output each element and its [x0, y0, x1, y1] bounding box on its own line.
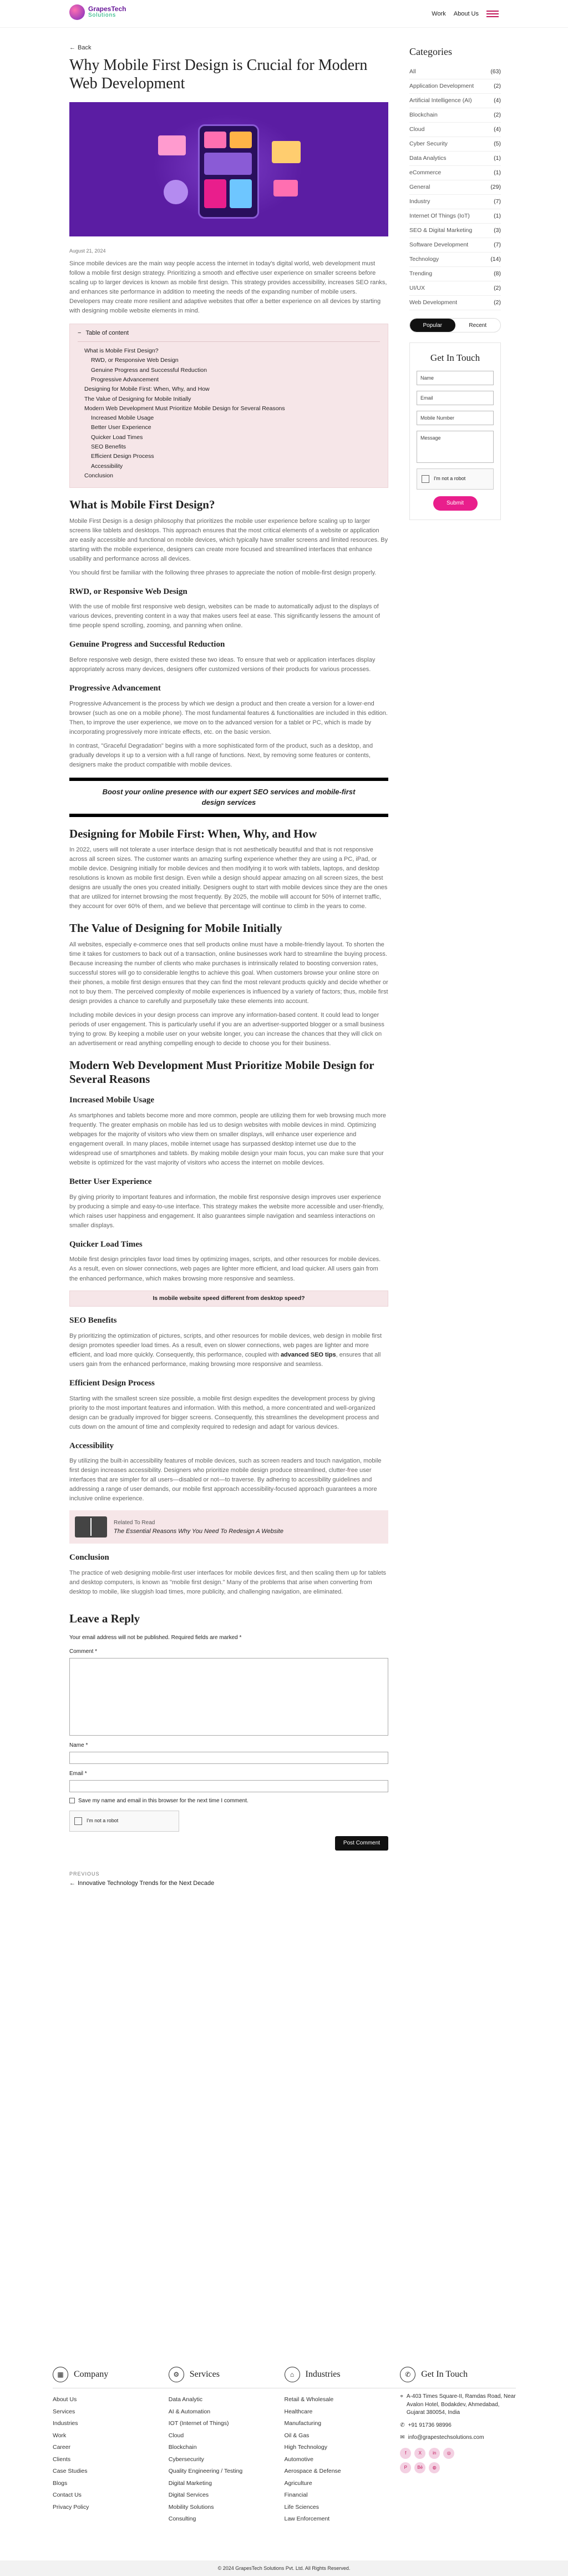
checkbox-icon — [69, 1798, 75, 1803]
post-tabs — [409, 318, 501, 332]
category-name: UI/UX — [409, 284, 425, 291]
category-item[interactable] — [409, 267, 501, 281]
footer-link[interactable]: Digital Services — [168, 2492, 209, 2499]
previous-label: PREVIOUS — [69, 1871, 100, 1877]
category-item[interactable] — [409, 281, 501, 296]
toc-item[interactable]: Quicker Load Times — [91, 433, 143, 441]
footer-link[interactable]: Cloud — [168, 2432, 184, 2439]
name-field[interactable]: Name — [417, 371, 494, 385]
toc-item[interactable]: Better User Experience — [91, 424, 151, 431]
message-field[interactable]: Message — [417, 431, 494, 463]
email[interactable]: ✉ info@grapestechsolutions.com — [400, 2434, 516, 2442]
subheading: Efficient Design Process — [69, 1379, 155, 1388]
category-list — [409, 65, 501, 310]
category-item[interactable] — [409, 79, 501, 94]
category-name: Cloud — [409, 125, 425, 133]
nav-about[interactable]: About Us — [453, 11, 479, 17]
tab-recent[interactable]: Recent — [469, 322, 487, 329]
footer-link[interactable]: Manufacturing — [284, 2420, 322, 2427]
subheading: Accessibility — [69, 1441, 114, 1450]
category-item[interactable] — [409, 209, 501, 224]
site-footer — [0, 2353, 568, 2576]
paragraph: By giving priority to important features and information, the mobile first responsive design improves user experience by producing a simple and easy-to-use interface. This strategy makes the website more accessible and user-friendly, which raises user happiness and engagement. It also guarantees simple navigation and seamless interactions on smaller displays. — [69, 1193, 384, 1229]
email-field[interactable]: Email — [417, 391, 494, 405]
footer-link[interactable]: Privacy Policy — [53, 2503, 89, 2511]
mail-icon: ✉ — [400, 2434, 405, 2441]
brand-sub: Solutions — [88, 12, 116, 19]
paragraph: In 2022, users will not tolerate a user interface design that is not aesthetically beautiful and that is not responsive across all screen sizes. The customer wants an amazing surfing experience whether they are using a PC, iPad, or mobile device. Designing initially for mobile devices and then modifying it to work with tablets, laptops, and desktop resolutions is known as mobile first design. Even while a design should appear amazing on all screen sizes, the best designs are usually the ones you created initially. Designers ought to start with mobile devices since they are the ones that are utilized for internet browsing the most frequently. By 2025, the mobile will account for 50% of internet traffic, they account for over 60% of them, and we believe that percentage will continue to climb in the years to come. — [69, 846, 388, 910]
toc-item[interactable]: Increased Mobile Usage — [91, 415, 154, 422]
footer-link[interactable]: Career — [53, 2444, 71, 2451]
category-item[interactable] — [409, 238, 501, 253]
footer-link[interactable]: Data Analytic — [168, 2396, 203, 2403]
paragraph: Mobile First Design is a design philosophy that prioritizes the mobile user experience before scaling up to larger screens like tablets and desktops. This approach ensures that the most critical elements of a website or application are easily accessible and functional on mobile devices, which typically have smaller screens and limited resources. By starting with the mobile experience, designers can create more focused and streamlined interfaces that enhance usability and performance across all devices. — [69, 517, 388, 562]
paragraph: With the use of mobile first responsive web design, websites can be made to automatically adjust to the displays of various devices, preventing content in a way that makes users feel at ease. This significantly lessens the amount of time people spend scrolling, zooming, and panning when online. — [69, 603, 380, 629]
footer-link[interactable]: Healthcare — [284, 2408, 313, 2415]
footer-link[interactable]: Contact Us — [53, 2492, 82, 2499]
category-name: Cyber Security — [409, 140, 448, 147]
captcha-checkbox-icon — [422, 475, 429, 483]
paragraph: Before responsive web design, there existed these two ideas. To ensure that web or application interfaces display appropriately across many devices, designers offer customized versions of their products for various processes. — [69, 656, 376, 673]
category-name: General — [409, 183, 430, 190]
footer-link[interactable]: Blogs — [53, 2479, 68, 2487]
related-post-card[interactable] — [69, 1510, 388, 1544]
category-count: (63) — [490, 68, 501, 75]
social-links — [400, 2448, 461, 2473]
phone[interactable]: ✆ +91 91736 98996 — [400, 2422, 516, 2430]
footer-link[interactable]: AI & Automation — [168, 2408, 211, 2415]
paragraph: Progressive Advancement is the process by which we design a product and then create a version for a lower-end browser (such as one on a mobile phone). The most fundamental features & functionalities are included in this edition. Then, to improve the user experience, we move on to the advanced version for a tablet or PC, which is made by incorporating progressively more intricate effects, etc. on the basic version. — [69, 700, 388, 735]
footer-link[interactable]: Law Enforcement — [284, 2515, 330, 2523]
brand-logo[interactable] — [69, 4, 126, 20]
hero-image — [69, 102, 388, 236]
footer-link[interactable]: Work — [53, 2432, 67, 2439]
back-link[interactable]: ← Back — [69, 43, 388, 53]
recaptcha[interactable]: I'm not a robot — [69, 1811, 179, 1832]
category-count: (8) — [494, 270, 501, 277]
behance-icon[interactable]: Bē — [414, 2462, 425, 2473]
previous-post-link[interactable]: ← Innovative Technology Trends for the Next Decade — [69, 1879, 388, 1888]
category-count: (7) — [494, 241, 501, 248]
paragraph: In contrast, "Graceful Degradation" begins with a more sophisticated form of the product, such as a desktop, and gradually develops it up to a version with a full range of functions. Next, by removing some features or contents, designers make the product compatible with mobile devices. — [69, 742, 373, 768]
subheading: Quicker Load Times — [69, 1239, 143, 1249]
paragraph: As smartphones and tablets become more and more common, people are utilizing them for web browsing much more frequently. The greater emphasis on mobile has led us to design websites with mobile devices in mind. Optimizing webpages for the majority of visitors who view them on smaller displays, will enhance user experience and engagement overall. In many places, mobile internet usage has surpassed desktop internet use due to the widespread use of smartphones and tablets. By making mobile design your main focus, you can make sure that your website is optimized for the vast majority of visitors who access the internet on mobile devices. — [69, 1112, 387, 1167]
category-count: (1) — [494, 212, 501, 219]
paragraph: Starting with the smallest screen size possible, a mobile first design expedites the development process by giving priority to the most important features and information. With this method, a more concentrated and well-organized design can be gradually improved for bigger screens. Consequently, this streamlines the development process and cuts down on the amount of time and complexity required to redesign and adapt for various devices. — [69, 1395, 379, 1430]
footer-link[interactable]: IOT (Internet of Things) — [168, 2420, 229, 2427]
related-label: Related To Read — [114, 1519, 155, 1526]
post-date: August 21, 2024 — [69, 248, 106, 254]
category-name: Application Development — [409, 82, 474, 89]
category-item[interactable] — [409, 296, 501, 310]
paragraph: All websites, especially e-commerce ones that sell products online must have a mobile-friendly layout. To shorten the time it takes for customers to back out of a transaction, online businesses work hard to streamline the buying process. Because increasing the number of clients who make purchases is intrinsically related to boosting conversion rates, successful stores will go to considerable lengths to achieve this goal. When customers browse your online store on their phones, a mobile first design ensures that they can find the most relevant products quickly and decide whether or not to buy them. The perceived complexity of mobile experiences is influenced by a variety of factors; thus, mobile first design provides a chance to carefully and purposefully take these elements into account. — [69, 941, 388, 1005]
save-info-checkbox[interactable]: Save my name and email in this browser for the next time I comment. — [69, 1797, 388, 1805]
reply-note: Your email address will not be published. Required fields are marked * — [69, 1634, 242, 1641]
footer-link[interactable]: Cybersecurity — [168, 2456, 204, 2463]
phone-icon: ✆ — [400, 2422, 405, 2428]
nav-work[interactable]: Work — [432, 11, 446, 17]
dribbble-icon[interactable]: ◍ — [429, 2462, 440, 2473]
minus-icon: − — [78, 330, 82, 337]
name-label: Name * — [69, 1742, 88, 1748]
facebook-icon[interactable]: f — [400, 2448, 411, 2459]
toc-item[interactable]: SEO Benefits — [91, 443, 126, 451]
seo-tips-link[interactable]: advanced SEO tips — [280, 1351, 336, 1358]
category-name: Artificial Intelligence (AI) — [409, 97, 472, 104]
phone-icon: ✆ — [400, 2367, 415, 2382]
toc-item[interactable]: Conclusion — [84, 472, 113, 480]
category-name: Web Development — [409, 299, 458, 306]
footer-services: ⚙ Services Data Analytic AI & Automation IOT (Internet of Things) Cloud Blockchain Cybersecurity Quality Engineering / Testing Digital Marketing Digital Services Mobility Solutions Consulting — [169, 2367, 285, 2525]
tab-popular[interactable]: Popular — [410, 319, 455, 332]
toc-item[interactable]: Accessibility — [91, 462, 123, 470]
category-name: All — [409, 68, 416, 75]
instagram-icon[interactable]: ◎ — [443, 2448, 454, 2459]
comment-label: Comment * — [69, 1648, 98, 1655]
category-item[interactable] — [409, 180, 501, 195]
footer-link[interactable]: Automotive — [284, 2456, 314, 2463]
section-heading: The Value of Designing for Mobile Initially — [69, 921, 282, 935]
footer-link[interactable]: Blockchain — [168, 2444, 197, 2451]
intro-paragraph: Since mobile devices are the main way people access the internet in today's digital world, web development must follow a mobile first design strategy. Prioritizing a smooth and effective user experience on smaller screens before scaling up to larger devices is known as mobile first design. This strategy provides accessibility, increases SEO ranks, and enhances site performance in addition to meeting the needs of the expanding number of mobile users. Developers may create more resilient and adaptive websites that offer a better experience on all devices by starting with designing mobile website elements in mind. — [69, 260, 387, 315]
building-icon: ▦ — [53, 2367, 68, 2382]
comment-textarea[interactable] — [69, 1658, 388, 1736]
mobile-field[interactable]: Mobile Number — [417, 411, 494, 425]
section-heading: Modern Web Development Must Prioritize Mobile Design for Several Reasons — [69, 1058, 374, 1086]
subheading: Better User Experience — [69, 1177, 152, 1187]
categories-title: Categories — [409, 46, 452, 57]
menu-icon[interactable] — [486, 11, 499, 17]
book-icon — [75, 1516, 107, 1537]
arrow-left-icon: ← — [69, 1880, 75, 1887]
x-icon[interactable]: X — [414, 2448, 425, 2459]
footer-link[interactable]: Services — [53, 2408, 75, 2415]
category-item[interactable] — [409, 253, 501, 267]
footer-link[interactable]: High Technology — [284, 2444, 327, 2451]
footer-link[interactable]: Oil & Gas — [284, 2432, 310, 2439]
footer-link[interactable]: Agriculture — [284, 2479, 312, 2487]
toc-item[interactable]: Efficient Design Process — [91, 453, 154, 460]
pinterest-icon[interactable]: P — [400, 2462, 411, 2473]
category-name: SEO & Digital Marketing — [409, 226, 473, 234]
section-heading: Designing for Mobile First: When, Why, and How — [69, 826, 317, 840]
footer-link[interactable]: Financial — [284, 2492, 308, 2499]
footer-link[interactable]: Consulting — [168, 2515, 196, 2523]
category-name: Internet Of Things (IoT) — [409, 212, 470, 219]
subheading: SEO Benefits — [69, 1316, 117, 1325]
category-item[interactable] — [409, 137, 501, 152]
table-of-contents — [69, 324, 388, 488]
category-count: (4) — [494, 125, 501, 133]
category-count: (2) — [494, 299, 501, 306]
category-item[interactable] — [409, 195, 501, 209]
footer-link[interactable]: Industries — [53, 2420, 78, 2427]
phone-illustration-icon — [198, 124, 259, 219]
footer-link[interactable]: Life Sciences — [284, 2503, 319, 2511]
paragraph: By utilizing the built-in accessibility features of mobile devices, such as screen readers and touch navigation, mobile first design increases accessibility. Designers who prioritize mobile design produce streamlined, clutter-free user interfaces that are simpler for all users—disabled or not—to traverse. By adhering to accessibility guidelines and addressing a range of user demands, our mobile first approach accessibility-focused approach guarantees a more inclusive online experience. — [69, 1458, 382, 1503]
location-icon: ⌖ — [400, 2393, 403, 2399]
category-item[interactable] — [409, 166, 501, 180]
comment-form — [69, 1610, 388, 1851]
category-name: Technology — [409, 255, 439, 263]
toc-item[interactable]: Modern Web Development Must Prioritize Mobile Design for Several Reasons — [84, 405, 285, 412]
seo-banner[interactable]: Boost your online presence with our expert SEO services and mobile-first design services — [69, 778, 388, 817]
subheading: Increased Mobile Usage — [69, 1096, 155, 1105]
footer-industries: ⌂ Industries Retail & Wholesale Healthcare Manufacturing Oil & Gas High Technology Automotive Aerospace & Defense Agriculture Financial Life Sciences Law Enforcement — [285, 2367, 400, 2525]
article — [69, 33, 388, 1888]
toc-item[interactable]: Designing for Mobile First: When, Why, and How — [84, 386, 210, 393]
footer-link[interactable]: About Us — [53, 2396, 77, 2403]
category-count: (2) — [494, 284, 501, 291]
footer-link[interactable]: Quality Engineering / Testing — [168, 2468, 243, 2475]
subheading: Conclusion — [69, 1553, 109, 1562]
paragraph: Including mobile devices in your design process can improve any information-based content. It could lead to longer periods of user engagement. This is particularly useful if you are an advertiser-supported blogger or a small business trying to grow. By keeping a mobile user on your website longer, you can increase the chances that they will click on an advertisement or read anything compelling enough to decide to choose you for their business. — [69, 1011, 384, 1047]
category-count: (3) — [494, 226, 501, 234]
category-count: (14) — [490, 255, 501, 263]
footer-link[interactable]: Clients — [53, 2456, 71, 2463]
toc-list — [78, 346, 380, 481]
toc-item[interactable]: Progressive Advancement — [91, 376, 159, 383]
submit-button[interactable]: Submit — [433, 496, 478, 511]
top-nav — [432, 9, 499, 19]
copyright: © 2024 GrapesTech Solutions Pvt. Ltd. All Rights Reserved. — [0, 2560, 568, 2576]
speed-callout[interactable]: Is mobile website speed different from desktop speed? — [69, 1290, 388, 1307]
category-count: (2) — [494, 82, 501, 89]
post-title: Why Mobile First Design is Crucial for Modern Web Development — [69, 56, 368, 93]
captcha-checkbox-icon — [74, 1817, 82, 1825]
paragraph: The practice of web designing mobile-first user interfaces for mobile devices first, and then scaling them up for tablets and desktop computers, is known as "mobile first design." Many of the problems that arise when converting from desktop to mobile, like sluggish load times, more publicity, and challenging navigation, are eliminated. — [69, 1569, 387, 1596]
toc-item[interactable]: The Value of Designing for Mobile Initially — [84, 395, 191, 402]
category-item[interactable] — [409, 94, 501, 108]
category-name: Blockchain — [409, 111, 438, 118]
brand-name: GrapesTech — [88, 5, 126, 13]
subheading: RWD, or Responsive Web Design — [69, 587, 187, 596]
arrow-left-icon: ← — [69, 44, 75, 51]
category-count: (4) — [494, 97, 501, 104]
recaptcha[interactable]: I'm not a robot — [417, 468, 494, 490]
post-comment-button[interactable]: Post Comment — [335, 1836, 388, 1851]
related-title: The Essential Reasons Why You Need To Redesign A Website — [114, 1528, 283, 1535]
sidebar — [409, 44, 501, 520]
category-count: (5) — [494, 140, 501, 147]
toc-item[interactable]: RWD, or Responsive Web Design — [91, 357, 179, 364]
subheading: Genuine Progress and Successful Reduction — [69, 640, 225, 649]
toc-toggle[interactable]: − Table of content — [78, 329, 380, 342]
footer-contact: ✆ Get In Touch ⌖ A-403 Times Square-II, Ramdas Road, Near Avalon Hotel, Bodakdev, Ahmedabad, Gujarat 380054, India ✆ +91 91736 98996 ✉ info@grapestechsolutions.com f X in ◎ P Bē ◍ — [400, 2367, 516, 2525]
category-item[interactable] — [409, 152, 501, 166]
site-header — [0, 0, 568, 28]
category-name: Software Development — [409, 241, 469, 248]
section-heading: What is Mobile First Design? — [69, 498, 215, 512]
category-item[interactable] — [409, 224, 501, 238]
footer-link[interactable]: Aerospace & Defense — [284, 2468, 341, 2475]
reply-title: Leave a Reply — [69, 1612, 140, 1626]
category-name: Data Analytics — [409, 154, 447, 162]
factory-icon: ⌂ — [285, 2367, 300, 2382]
footer-link[interactable]: Retail & Wholesale — [284, 2396, 334, 2403]
category-name: eCommerce — [409, 169, 442, 176]
form-title: Get In Touch — [430, 352, 480, 363]
footer-link[interactable]: Mobility Solutions — [168, 2503, 214, 2511]
address: ⌖ A-403 Times Square-II, Ramdas Road, Near Avalon Hotel, Bodakdev, Ahmedabad, Gujarat 380054, India — [400, 2393, 516, 2417]
category-item[interactable] — [409, 108, 501, 123]
grapes-logo-icon — [69, 4, 85, 20]
category-item[interactable] — [409, 65, 501, 79]
category-count: (1) — [494, 169, 501, 176]
footer-company: ▦ Company About Us Services Industries Work Career Clients Case Studies Blogs Contact Us Privacy Policy — [53, 2367, 169, 2525]
footer-link[interactable]: Case Studies — [53, 2468, 88, 2475]
footer-link[interactable]: Digital Marketing — [168, 2479, 212, 2487]
category-count: (29) — [490, 183, 501, 190]
toc-item[interactable]: Genuine Progress and Successful Reduction — [91, 366, 207, 374]
email-label: Email * — [69, 1770, 87, 1777]
email-input[interactable] — [69, 1780, 388, 1792]
contact-form — [409, 342, 501, 520]
category-count: (2) — [494, 111, 501, 118]
category-name: Industry — [409, 198, 430, 205]
paragraph: You should first be familiar with the following three phrases to appreciate the notion of mobile-first design properly. — [69, 569, 377, 576]
category-name: Trending — [409, 270, 433, 277]
category-item[interactable] — [409, 123, 501, 137]
paragraph: Mobile first design principles favor load times by optimizing images, scripts, and other resources for mobile devices. As a result, even on slower connections, web pages are lighter more efficient, and load quicker. All users gain from the enhanced performance, which makes browsing more responsive and seamless. — [69, 1256, 381, 1282]
gear-icon: ⚙ — [169, 2367, 184, 2382]
category-count: (1) — [494, 154, 501, 162]
subheading: Progressive Advancement — [69, 684, 161, 693]
paragraph: By prioritizing the optimization of pictures, scripts, and other resources for mobile devices, web design in mobile first design promotes speedier load times. As a result, even on slower connections, web pages are lighter and more efficient, and load more quickly. Consequently, this performance, coupled with advanced SEO tips, ensures that all users gain from the enhanced performance, making browsing more responsive and seamless. — [69, 1332, 382, 1368]
name-input[interactable] — [69, 1752, 388, 1764]
toc-item[interactable]: What is Mobile First Design? — [84, 347, 159, 354]
category-count: (7) — [494, 198, 501, 205]
linkedin-icon[interactable]: in — [429, 2448, 440, 2459]
